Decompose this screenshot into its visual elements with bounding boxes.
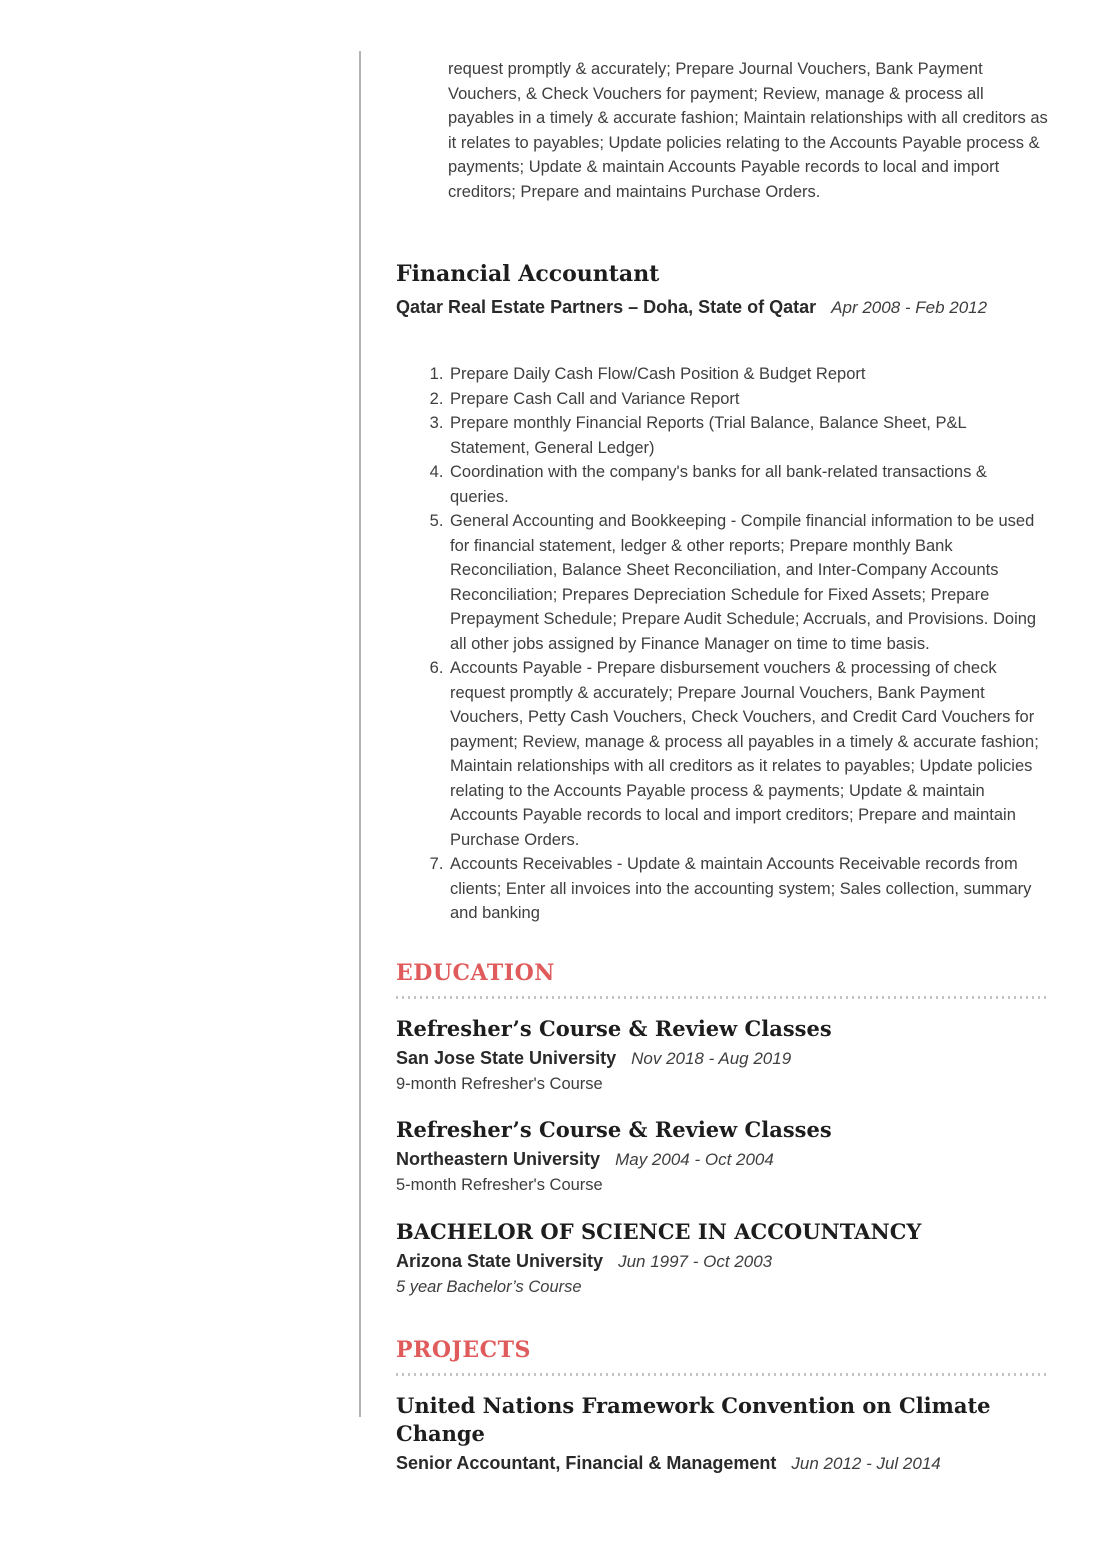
education-note: 9-month Refresher's Course <box>396 1074 603 1093</box>
resume-main-column <box>396 0 1050 1477</box>
job-duty-item: 3. Prepare monthly Financial Reports (Trial Balance, Balance Sheet, P&L Statement, General Ledger) <box>448 411 1050 460</box>
experience-duty-continuation-text: request promptly & accurately; Prepare Journal Vouchers, Bank Payment Vouchers, & Check Vouchers for payment; Review, manage & process all payables in a timely & accurate fashion; Maintain relationships with all creditors as it relates to payables; Update policies relating to the Accounts Payable process & payments; Update & maintain Accounts Payable records to local and import creditors; Prepare and maintains Purchase Orders. <box>448 60 1048 201</box>
job-duty-item: 6. Accounts Payable - Prepare disbursement vouchers & processing of check request promptly & accurately; Prepare Journal Vouchers, Bank Payment Vouchers, Petty Cash Vouchers, Check Vouchers, and Credit Card Vouchers for payment; Review, manage & process all payables in a timely & accurate fashion; Maintain relationships with all creditors as it relates to payables; Update policies relating to the Accounts Payable process & payments; Update & maintain Accounts Payable records to local and import creditors; Prepare and maintain Purchase Orders. <box>448 656 1050 852</box>
job-date-range: Apr 2008 - Feb 2012 <box>831 298 988 317</box>
school-name: Arizona State University <box>396 1250 604 1271</box>
education-entry <box>396 1015 1050 1097</box>
degree-title: Refresher’s Course & Review Classes <box>396 1117 832 1142</box>
project-date-range: Jun 2012 - Jul 2014 <box>791 1454 941 1473</box>
job-duty-item: 1. Prepare Daily Cash Flow/Cash Position & Budget Report <box>448 362 1050 387</box>
job-duty-item: 7. Accounts Receivables - Update & maintain Accounts Receivable records from clients; Enter all invoices into the accounting system; Sales collection, summary and banking <box>448 852 1050 926</box>
project-role: Senior Accountant, Financial & Management <box>396 1453 777 1473</box>
job-title: Financial Accountant <box>396 261 660 287</box>
school-name: San Jose State University <box>396 1047 617 1068</box>
job-duty-item: 2. Prepare Cash Call and Variance Report <box>448 387 1050 412</box>
education-date-range: May 2004 - Oct 2004 <box>615 1150 774 1169</box>
education-meta-line <box>396 1045 1050 1072</box>
education-date-range: Nov 2018 - Aug 2019 <box>631 1048 792 1068</box>
column-divider-line <box>359 51 361 1417</box>
education-date-range: Jun 1997 - Oct 2003 <box>618 1251 773 1271</box>
project-meta-line <box>396 1450 1050 1477</box>
project-title: United Nations Framework Convention on Climate Change <box>396 1393 991 1446</box>
education-entry <box>396 1218 1050 1300</box>
degree-title: BACHELOR OF SCIENCE IN ACCOUNTANCY <box>396 1218 922 1244</box>
project-entry <box>396 1392 1050 1477</box>
education-note: 5-month Refresher's Course <box>396 1176 603 1194</box>
degree-title: Refresher’s Course & Review Classes <box>396 1015 832 1041</box>
job-duty-item: 5. General Accounting and Bookkeeping - Compile financial information to be used for financial statement, ledger & other reports; Prepare monthly Bank Reconciliation, Balance Sheet Reconciliation, and Inter-Company Accounts Reconciliation; Prepares Depreciation Schedule for Fixed Assets; Prepare Prepayment Schedule; Prepare Audit Schedule; Accruals, and Provisions. Doing all other jobs assigned by Finance Manager on time to time basis. <box>448 509 1050 656</box>
job-duties-list <box>396 362 1050 926</box>
company-name: Qatar Real Estate Partners – Doha, State of Qatar <box>396 297 817 317</box>
section-dotted-rule <box>396 1373 1050 1376</box>
job-meta-line <box>396 294 1050 321</box>
school-name: Northeastern University <box>396 1149 601 1169</box>
experience-entry <box>396 260 1050 926</box>
education-section-heading: EDUCATION <box>396 959 555 986</box>
projects-section <box>396 1335 1050 1477</box>
education-entry <box>396 1116 1050 1198</box>
education-meta-line <box>396 1146 1050 1173</box>
education-note: 5 year Bachelor’s Course <box>396 1277 582 1296</box>
education-section <box>396 958 1050 1300</box>
job-duty-item: 4. Coordination with the company's banks for all bank-related transactions & queries. <box>448 460 1050 509</box>
education-meta-line <box>396 1248 1050 1275</box>
projects-section-heading: PROJECTS <box>396 1337 531 1363</box>
section-dotted-rule <box>396 996 1050 999</box>
